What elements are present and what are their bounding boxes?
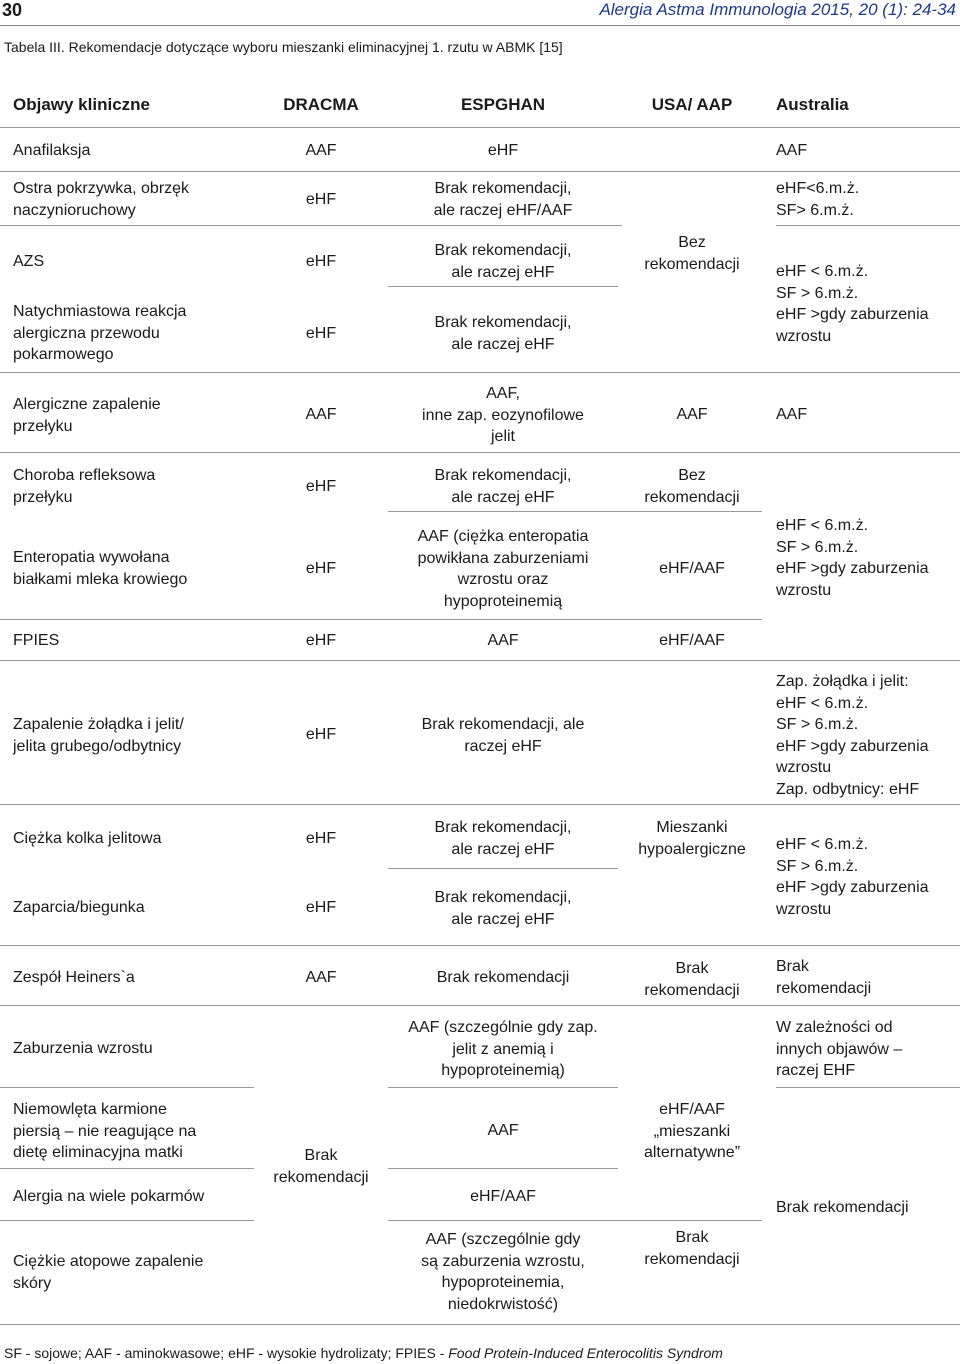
cell-espghan: eHF bbox=[487, 142, 519, 159]
cell-dracma: eHF bbox=[305, 191, 337, 208]
cell-dracma: AAF bbox=[305, 406, 337, 423]
row-divider bbox=[388, 1220, 762, 1221]
row-label-fpies: FPIES bbox=[13, 632, 60, 649]
journal-title: Alergia Astma Immunologia 2015, 20 (1): 24-34 bbox=[599, 0, 956, 19]
row-label-natychmiastowa-reakcja: Natychmiastowa reakcja alergiczna przewodu pokarmowego bbox=[13, 303, 187, 363]
cell-dracma: eHF bbox=[305, 899, 337, 916]
cell-australia: AAF bbox=[776, 142, 808, 159]
table-footnote bbox=[4, 1345, 723, 1361]
cell-espghan: Brak rekomendacji, ale raczej eHF bbox=[421, 716, 585, 755]
row-divider bbox=[0, 1087, 254, 1088]
cell-usa-aap: Mieszanki hypoalergiczne bbox=[638, 819, 746, 858]
cell-espghan: Brak rekomendacji, ale raczej eHF bbox=[434, 242, 572, 281]
cell-usa-aap: Bez rekomendacji bbox=[644, 234, 740, 273]
row-divider bbox=[0, 1220, 254, 1221]
cell-dracma: eHF bbox=[305, 478, 337, 495]
col-header-dracma: DRACMA bbox=[283, 95, 359, 114]
cell-dracma: eHF bbox=[305, 830, 337, 847]
row-divider bbox=[0, 171, 960, 172]
cell-usa-aap: eHF/AAF „mieszanki alternatywne” bbox=[643, 1101, 741, 1161]
cell-espghan: AAF (szczególnie gdy są zaburzenia wzrostu, hypoproteinemia, niedokrwistość) bbox=[421, 1231, 585, 1313]
row-label-zapalenie-przelyku: Alergiczne zapalenie przełyku bbox=[13, 396, 161, 435]
cell-usa-aap: AAF bbox=[676, 406, 708, 423]
cell-espghan: eHF/AAF bbox=[470, 1188, 536, 1205]
row-label-zapalenie-zoladka: Zapalenie żołądka i jelit/ jelita grubego/odbytnicy bbox=[13, 716, 184, 755]
table-bottom-rule bbox=[0, 1324, 960, 1325]
header-rule bbox=[0, 25, 960, 26]
row-divider bbox=[0, 127, 960, 128]
cell-usa-aap: eHF/AAF bbox=[659, 632, 725, 649]
row-divider bbox=[776, 1087, 960, 1088]
cell-dracma: AAF bbox=[305, 969, 337, 986]
cell-australia: eHF < 6.m.ż. SF > 6.m.ż. eHF >gdy zaburzenia wzrostu bbox=[776, 836, 929, 918]
cell-australia: AAF bbox=[776, 406, 808, 423]
row-divider bbox=[0, 1005, 960, 1006]
cell-espghan: Brak rekomendacji, ale raczej eHF bbox=[434, 467, 572, 506]
row-label-azs: AZS bbox=[13, 253, 45, 270]
cell-espghan: Brak rekomendacji, ale raczej eHF bbox=[434, 889, 572, 928]
footnote-fpies-full: Food Protein-Induced Enterocolitis Syndrom bbox=[448, 1345, 723, 1361]
cell-dracma: eHF bbox=[305, 253, 337, 270]
col-header-australia: Australia bbox=[776, 95, 849, 114]
cell-usa-aap: Brak rekomendacji bbox=[644, 1229, 740, 1268]
row-divider bbox=[0, 619, 762, 620]
col-header-objawy: Objawy kliniczne bbox=[13, 95, 150, 114]
footnote-abbreviations: SF - sojowe; AAF - aminokwasowe; eHF - wysokie hydrolizaty; FPIES - bbox=[4, 1345, 449, 1361]
row-divider bbox=[0, 225, 622, 226]
row-divider bbox=[0, 945, 960, 946]
row-label-zespol-heinera: Zespół Heiners`a bbox=[13, 969, 135, 986]
row-label-niemowleta: Niemowlęta karmione piersią – nie reagujące na dietę eliminacyjna matki bbox=[13, 1101, 197, 1161]
cell-dracma: eHF bbox=[305, 325, 337, 342]
cell-usa-aap: Bez rekomendacji bbox=[644, 467, 740, 506]
row-divider bbox=[388, 1087, 618, 1088]
row-label-zaparcia: Zaparcia/biegunka bbox=[13, 899, 145, 916]
cell-espghan: Brak rekomendacji, ale raczej eHF/AAF bbox=[433, 180, 573, 219]
cell-espghan: Brak rekomendacji bbox=[436, 969, 570, 986]
page-number: 30 bbox=[2, 0, 23, 20]
row-label-zaburzenia-wzrostu: Zaburzenia wzrostu bbox=[13, 1040, 153, 1057]
row-label-ostra-pokrzywka: Ostra pokrzywka, obrzęk naczynioruchowy bbox=[13, 180, 190, 219]
row-divider bbox=[0, 452, 960, 453]
cell-australia: eHF<6.m.ż. SF> 6.m.ż. bbox=[776, 180, 860, 219]
cell-espghan: AAF bbox=[487, 1122, 519, 1139]
page-header bbox=[0, 0, 960, 28]
row-divider bbox=[388, 511, 762, 512]
cell-australia: eHF < 6.m.ż. SF > 6.m.ż. eHF >gdy zaburzenia wzrostu bbox=[776, 517, 929, 599]
cell-dracma: eHF bbox=[305, 560, 337, 577]
row-divider bbox=[0, 804, 960, 805]
row-divider bbox=[388, 286, 618, 287]
table-caption: Tabela III. Rekomendacje dotyczące wyboru mieszanki eliminacyjnej 1. rzutu w ABMK [15] bbox=[4, 39, 563, 55]
row-label-choroba-refleksowa: Choroba refleksowa przełyku bbox=[13, 467, 156, 506]
row-divider bbox=[0, 1168, 254, 1169]
row-label-kolka-jelitowa: Ciężka kolka jelitowa bbox=[13, 830, 162, 847]
row-label-enteropatia: Enteropatia wywołana białkami mleka krowiego bbox=[13, 549, 188, 588]
col-header-usa-aap: USA/ AAP bbox=[651, 95, 733, 114]
cell-dracma: Brak rekomendacji bbox=[273, 1147, 369, 1186]
cell-usa-aap: Brak rekomendacji bbox=[644, 960, 740, 999]
row-divider bbox=[388, 868, 618, 869]
row-divider bbox=[776, 225, 960, 226]
cell-australia: W zależności od innych objawów – raczej EHF bbox=[776, 1019, 903, 1079]
cell-espghan: AAF, inne zap. eozynofilowe jelit bbox=[422, 385, 584, 445]
cell-australia: eHF < 6.m.ż. SF > 6.m.ż. eHF >gdy zaburzenia wzrostu bbox=[776, 263, 929, 345]
cell-espghan: Brak rekomendacji, ale raczej eHF bbox=[434, 819, 572, 858]
row-label-anafilaksja: Anafilaksja bbox=[13, 142, 91, 159]
cell-dracma: eHF bbox=[305, 632, 337, 649]
row-divider bbox=[388, 1168, 618, 1169]
cell-espghan: Brak rekomendacji, ale raczej eHF bbox=[434, 314, 572, 353]
cell-australia: Brak rekomendacji bbox=[776, 958, 872, 997]
row-label-atopowe-zapalenie-skory: Ciężkie atopowe zapalenie skóry bbox=[13, 1253, 204, 1292]
cell-dracma: eHF bbox=[305, 726, 337, 743]
row-divider bbox=[0, 660, 960, 661]
cell-australia: Zap. żołądka i jelit: eHF < 6.m.ż. SF > 6.m.ż. eHF >gdy zaburzenia wzrostu Zap. odbytnicy: eHF bbox=[776, 673, 929, 798]
cell-usa-aap: eHF/AAF bbox=[659, 560, 725, 577]
row-label-alergia-wiele-pokarmow: Alergia na wiele pokarmów bbox=[13, 1188, 205, 1205]
cell-espghan: AAF (ciężka enteropatia powikłana zaburzeniami wzrostu oraz hypoproteinemią bbox=[417, 528, 589, 610]
cell-espghan: AAF bbox=[487, 632, 519, 649]
row-divider bbox=[0, 372, 960, 373]
col-header-espghan: ESPGHAN bbox=[460, 95, 546, 114]
cell-dracma: AAF bbox=[305, 142, 337, 159]
cell-australia: Brak rekomendacji bbox=[776, 1199, 909, 1216]
cell-espghan: AAF (szczególnie gdy zap. jelit z anemią i hypoproteinemią) bbox=[408, 1019, 598, 1079]
